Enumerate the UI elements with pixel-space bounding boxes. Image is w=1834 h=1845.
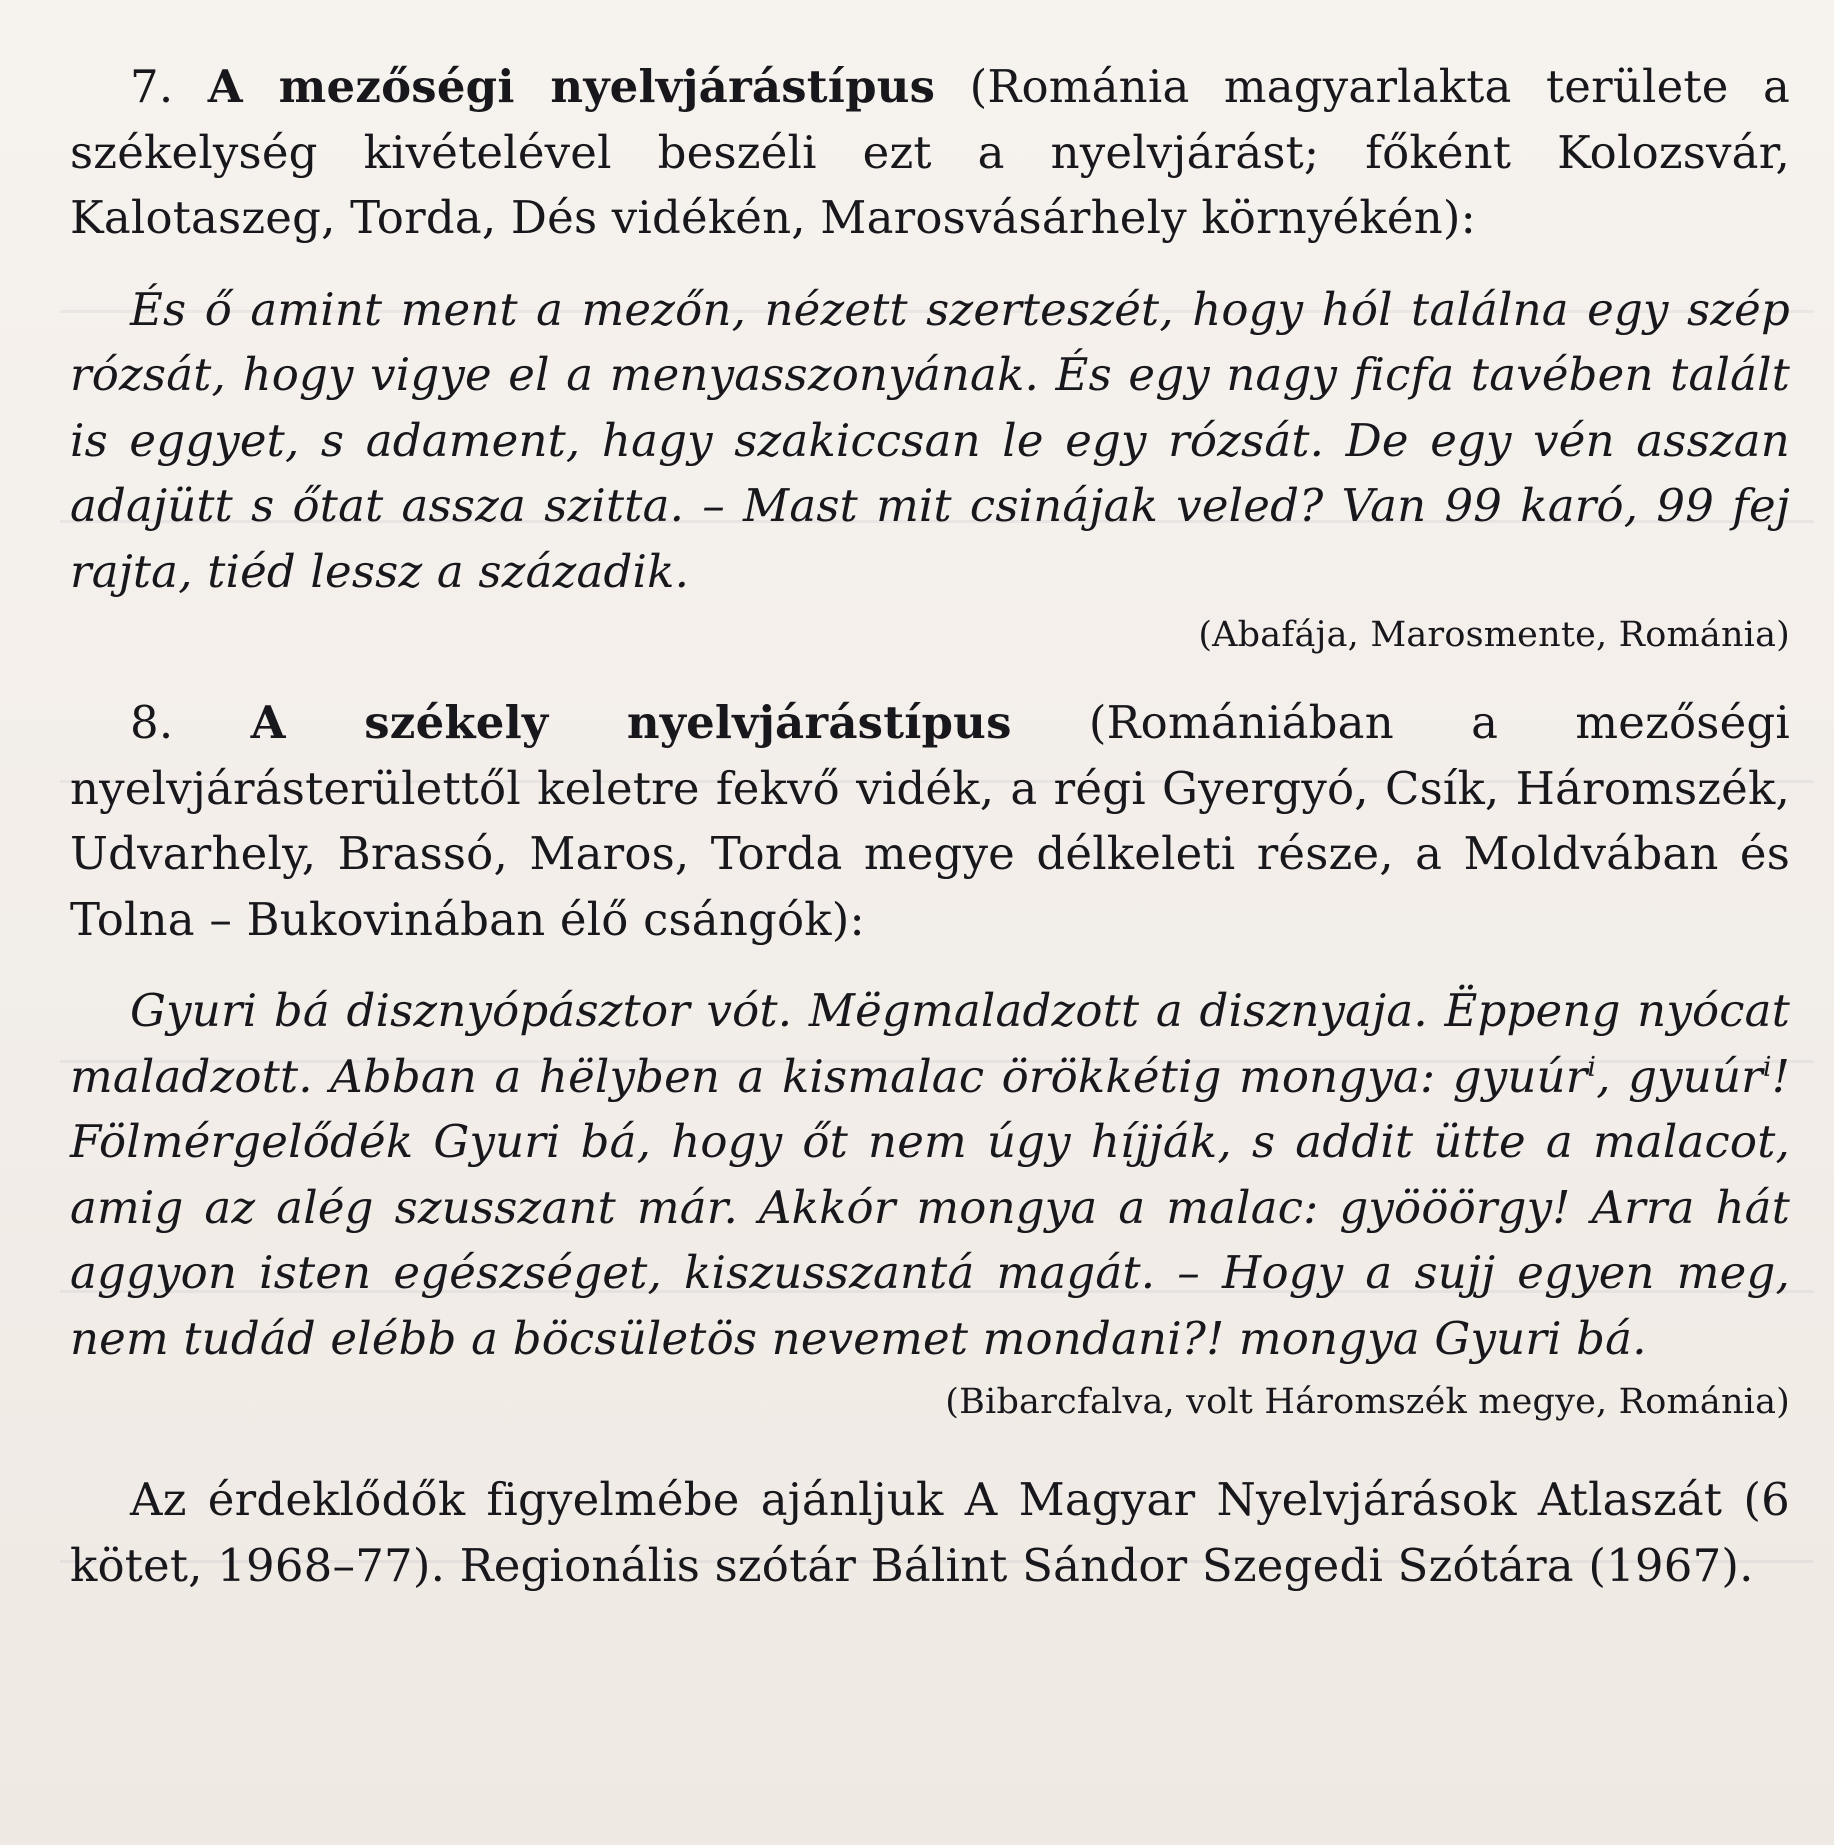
- section-8-quote-sup2: i: [1762, 1051, 1772, 1083]
- section-7-number: 7.: [130, 60, 174, 113]
- section-7-paragraph: [70, 54, 1790, 251]
- section-8-paragraph: [70, 690, 1790, 952]
- page-text: [70, 54, 1790, 1598]
- section-8-quote: [70, 978, 1790, 1371]
- section-8-quote-part1: Gyuri bá disznyópásztor vót. Mëgmaladzott a disznyaja. Ëppeng nyócat maladzott. Abban a hëlyben a kismalac örökkétig mongya: gyuúr: [70, 984, 1790, 1103]
- section-8-quote-sup1: i: [1587, 1051, 1597, 1083]
- section-7-description: (Románia magyarlakta területe a székelység kivételével beszéli ezt a nyelvjárást; főként Kolozsvár, Kalotaszeg, Torda, Dés vidékén, Marosvásárhely környékén):: [70, 60, 1791, 244]
- section-8-source: (Bibarcfalva, volt Háromszék megye, Románia): [945, 1382, 1790, 1422]
- section-7-source: (Abafája, Marosmente, Románia): [1198, 615, 1790, 655]
- section-8-quote-part3: ! Fölmérgelődék Gyuri bá, hogy őt nem úgy híjják, s addit ütte a malacot, amig az alég szusszant már. Akkór mongya a malac: gyööörgy! Arra hát aggyon isten egészséget, kiszusszantá magát. – Hogy a sujj egyen meg, nem tudád elébb a böcsületös nevemet mondani?! mongya Gyuri bá.: [70, 1049, 1791, 1365]
- section-7-title: A mezőségi nyelvjárástípus: [207, 60, 936, 113]
- section-8-quote-part2: , gyuúr: [1596, 1049, 1763, 1103]
- section-7-quote: És ő amint ment a mezőn, nézett szerteszét, hogy hól találna egy szép rózsát, hogy vigye el a menyasszonyának. És egy nagy ficfa tavében talált is eggyet, s adament, hagy szakiccsan le egy rózsát. De egy vén asszan adajütt s őtat assza szitta. – Mast mit csinájak veled? Van 99 karó, 99 fej rajta, tiéd lessz a századik.: [70, 282, 1790, 598]
- closing-paragraph: Az érdeklődők figyelmébe ajánljuk A Magyar Nyelvjárások Atlaszát (6 kötet, 1968–77). Regionális szótár Bálint Sándor Szegedi Szótára (1967).: [70, 1473, 1790, 1592]
- section-8-title: A székely nyelvjárástípus: [250, 696, 1012, 749]
- section-8-number: 8.: [130, 696, 174, 749]
- section-8-description: (Romániában a mezőségi nyelvjárásterülettől keletre fekvő vidék, a régi Gyergyó, Csík, Háromszék, Udvarhely, Brassó, Maros, Torda megye délkeleti része, a Moldvában és Tolna – Bukovinában élő csángók):: [70, 696, 1790, 946]
